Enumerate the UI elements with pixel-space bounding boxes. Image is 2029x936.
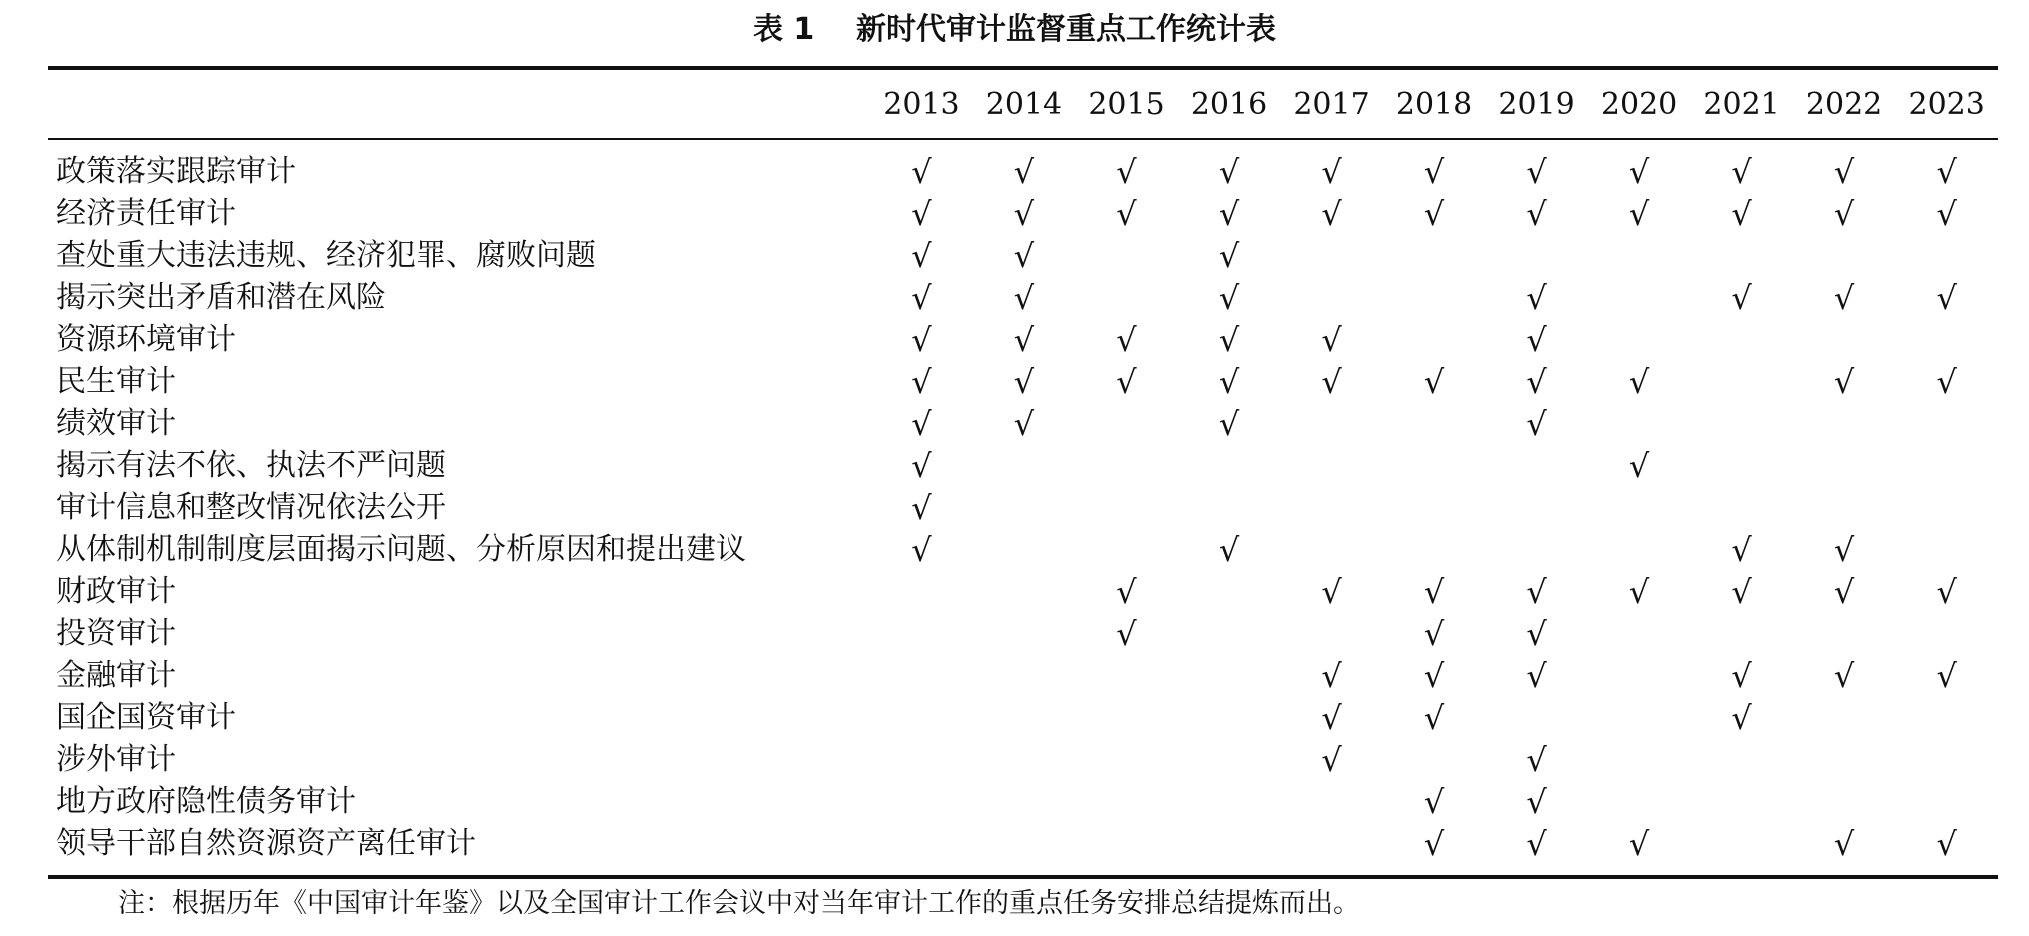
check-mark: √ <box>1423 783 1445 821</box>
check-mark: √ <box>1526 321 1547 359</box>
check-mark: √ <box>911 321 932 359</box>
empty-cell <box>870 655 973 697</box>
check-mark: √ <box>1526 783 1547 821</box>
check-mark: √ <box>1936 573 1957 611</box>
empty-cell <box>973 445 1076 487</box>
empty-cell <box>1690 739 1793 781</box>
table-row <box>48 139 1998 193</box>
check-mark: √ <box>1526 573 1547 611</box>
check-mark: √ <box>1321 153 1342 191</box>
year-header-2017: 2017 <box>1280 68 1383 139</box>
check-mark: √ <box>1383 823 1486 877</box>
empty-cell <box>1383 739 1486 781</box>
empty-cell <box>1588 613 1691 655</box>
row-label: 揭示有法不依、执法不严问题 <box>56 448 446 483</box>
empty-cell <box>1690 361 1793 403</box>
check-mark: √ <box>1116 321 1137 359</box>
empty-cell <box>870 571 973 613</box>
empty-cell <box>1588 739 1691 781</box>
empty-cell <box>1485 445 1588 487</box>
empty-cell <box>1280 487 1383 529</box>
empty-cell <box>1383 277 1486 319</box>
empty-cell <box>1075 487 1178 529</box>
year-header-2015: 2015 <box>1075 68 1178 139</box>
check-mark: √ <box>1013 363 1035 401</box>
header-label-corner <box>48 68 870 139</box>
check-mark: √ <box>1833 573 1855 611</box>
check-mark: √ <box>1485 823 1588 877</box>
table-row <box>48 403 1998 445</box>
empty-cell <box>1280 529 1383 571</box>
empty-cell <box>1178 613 1281 655</box>
empty-cell <box>1895 445 1998 487</box>
check-mark: √ <box>1321 699 1342 737</box>
empty-cell <box>973 613 1076 655</box>
year-header-2016: 2016 <box>1178 68 1281 139</box>
empty-cell <box>1588 697 1691 739</box>
check-mark: √ <box>1833 363 1855 401</box>
empty-cell <box>973 487 1076 529</box>
empty-cell <box>1075 655 1178 697</box>
empty-cell <box>1178 445 1281 487</box>
row-label: 审计信息和整改情况依法公开 <box>56 490 446 525</box>
row-label: 投资审计 <box>56 616 176 651</box>
row-label: 涉外审计 <box>56 742 176 777</box>
empty-cell <box>1793 739 1896 781</box>
check-mark: √ <box>1895 823 1998 877</box>
check-mark: √ <box>1731 153 1752 191</box>
empty-cell <box>1178 739 1281 781</box>
row-label: 财政审计 <box>56 574 176 609</box>
check-mark: √ <box>1526 615 1547 653</box>
row-label: 国企国资审计 <box>56 700 236 735</box>
empty-cell <box>1280 781 1383 823</box>
year-header-2013: 2013 <box>870 68 973 139</box>
empty-cell <box>1075 823 1178 877</box>
check-mark: √ <box>911 279 932 317</box>
empty-cell <box>973 529 1076 571</box>
empty-cell <box>1075 739 1178 781</box>
table-row <box>48 193 1998 235</box>
empty-cell <box>1690 445 1793 487</box>
empty-cell <box>1793 403 1896 445</box>
check-mark: √ <box>1731 573 1752 611</box>
empty-cell <box>1793 487 1896 529</box>
empty-cell <box>1075 403 1178 445</box>
check-mark: √ <box>911 237 932 275</box>
table-row <box>48 445 1998 487</box>
table-row <box>48 739 1998 781</box>
table-row <box>48 529 1998 571</box>
empty-cell <box>973 781 1076 823</box>
check-mark: √ <box>1321 741 1342 779</box>
audit-work-stats-table <box>48 66 1998 879</box>
table-caption: 表 1 新时代审计监督重点工作统计表 <box>752 12 1277 47</box>
row-label: 绩效审计 <box>56 406 176 441</box>
empty-cell <box>973 571 1076 613</box>
empty-cell <box>1793 319 1896 361</box>
year-header-2021: 2021 <box>1690 68 1793 139</box>
empty-cell <box>1690 823 1793 877</box>
check-mark: √ <box>911 195 932 233</box>
year-header-2023: 2023 <box>1895 68 1998 139</box>
check-mark: √ <box>911 447 932 485</box>
check-mark: √ <box>1526 741 1547 779</box>
check-mark: √ <box>1423 363 1445 401</box>
check-mark: √ <box>1321 657 1342 695</box>
empty-cell <box>1485 487 1588 529</box>
empty-cell <box>1895 781 1998 823</box>
check-mark: √ <box>1628 573 1650 611</box>
check-mark: √ <box>1526 363 1547 401</box>
empty-cell <box>1793 445 1896 487</box>
table-row <box>48 571 1998 613</box>
empty-cell <box>1075 781 1178 823</box>
empty-cell <box>1485 529 1588 571</box>
check-mark: √ <box>1218 363 1240 401</box>
check-mark: √ <box>1526 153 1547 191</box>
empty-cell <box>1690 487 1793 529</box>
empty-cell <box>1383 403 1486 445</box>
check-mark: √ <box>1731 531 1752 569</box>
year-header-2019: 2019 <box>1485 68 1588 139</box>
empty-cell <box>1280 445 1383 487</box>
empty-cell <box>1690 781 1793 823</box>
table-row <box>48 361 1998 403</box>
check-mark: √ <box>1423 615 1445 653</box>
check-mark: √ <box>1423 657 1445 695</box>
check-mark: √ <box>1013 279 1035 317</box>
empty-cell <box>1895 235 1998 277</box>
check-mark: √ <box>1321 195 1342 233</box>
check-mark: √ <box>1218 153 1240 191</box>
check-mark: √ <box>1526 657 1547 695</box>
table-row <box>48 613 1998 655</box>
empty-cell <box>1588 655 1691 697</box>
empty-cell <box>1280 613 1383 655</box>
empty-cell <box>1280 235 1383 277</box>
row-label: 领导干部自然资源资产离任审计 <box>48 823 870 877</box>
check-mark: √ <box>1013 405 1035 443</box>
empty-cell <box>1895 319 1998 361</box>
table-row <box>48 823 1998 877</box>
check-mark: √ <box>1628 447 1650 485</box>
empty-cell <box>1075 235 1178 277</box>
empty-cell <box>870 739 973 781</box>
empty-cell <box>1588 277 1691 319</box>
empty-cell <box>1178 823 1281 877</box>
row-label: 地方政府隐性债务审计 <box>56 784 356 819</box>
empty-cell <box>1383 445 1486 487</box>
check-mark: √ <box>1833 531 1855 569</box>
year-header-2022: 2022 <box>1793 68 1896 139</box>
check-mark: √ <box>1321 321 1342 359</box>
check-mark: √ <box>1936 195 1957 233</box>
row-label: 金融审计 <box>56 658 176 693</box>
table-row <box>48 277 1998 319</box>
check-mark: √ <box>1936 153 1957 191</box>
check-mark: √ <box>1936 279 1957 317</box>
table-footnote: 注：根据历年《中国审计年鉴》以及全国审计工作会议中对当年审计工作的重点任务安排总结提炼而出。 <box>118 888 1360 919</box>
check-mark: √ <box>1321 363 1342 401</box>
empty-cell <box>973 823 1076 877</box>
empty-cell <box>1588 487 1691 529</box>
table-row <box>48 319 1998 361</box>
empty-cell <box>1895 697 1998 739</box>
row-label: 经济责任审计 <box>56 196 236 231</box>
empty-cell <box>1793 781 1896 823</box>
empty-cell <box>1895 529 1998 571</box>
check-mark: √ <box>1218 195 1240 233</box>
empty-cell <box>1895 487 1998 529</box>
empty-cell <box>1690 403 1793 445</box>
empty-cell <box>1178 655 1281 697</box>
check-mark: √ <box>1013 195 1035 233</box>
check-mark: √ <box>1321 573 1342 611</box>
row-label: 民生审计 <box>56 364 176 399</box>
check-mark: √ <box>1731 657 1752 695</box>
check-mark: √ <box>1423 573 1445 611</box>
empty-cell <box>973 655 1076 697</box>
check-mark: √ <box>911 405 932 443</box>
check-mark: √ <box>1423 699 1445 737</box>
empty-cell <box>973 739 1076 781</box>
check-mark: √ <box>1588 823 1691 877</box>
table-row <box>48 781 1998 823</box>
empty-cell <box>1588 235 1691 277</box>
check-mark: √ <box>1423 195 1445 233</box>
check-mark: √ <box>1013 153 1035 191</box>
check-mark: √ <box>1936 363 1957 401</box>
empty-cell <box>1895 613 1998 655</box>
check-mark: √ <box>1116 573 1137 611</box>
check-mark: √ <box>1526 405 1547 443</box>
check-mark: √ <box>1218 405 1240 443</box>
empty-cell <box>1793 613 1896 655</box>
empty-cell <box>1690 319 1793 361</box>
check-mark: √ <box>911 531 932 569</box>
empty-cell <box>1485 235 1588 277</box>
year-header-2018: 2018 <box>1383 68 1486 139</box>
empty-cell <box>1383 487 1486 529</box>
empty-cell <box>1178 571 1281 613</box>
empty-cell <box>1280 823 1383 877</box>
check-mark: √ <box>1936 657 1957 695</box>
empty-cell <box>1895 739 1998 781</box>
check-mark: √ <box>1013 237 1035 275</box>
empty-cell <box>1793 235 1896 277</box>
check-mark: √ <box>1731 195 1752 233</box>
empty-cell <box>870 697 973 739</box>
check-mark: √ <box>1793 823 1896 877</box>
empty-cell <box>1280 403 1383 445</box>
check-mark: √ <box>911 363 932 401</box>
empty-cell <box>1793 697 1896 739</box>
check-mark: √ <box>911 153 932 191</box>
table-row <box>48 655 1998 697</box>
check-mark: √ <box>1218 531 1240 569</box>
empty-cell <box>1178 697 1281 739</box>
check-mark: √ <box>1013 321 1035 359</box>
empty-cell <box>1588 529 1691 571</box>
check-mark: √ <box>1116 615 1137 653</box>
empty-cell <box>1690 235 1793 277</box>
empty-cell <box>1690 613 1793 655</box>
empty-cell <box>1485 697 1588 739</box>
empty-cell <box>973 697 1076 739</box>
empty-cell <box>1383 235 1486 277</box>
check-mark: √ <box>1833 279 1855 317</box>
table-header-row <box>48 68 1998 139</box>
empty-cell <box>1075 277 1178 319</box>
empty-cell <box>870 613 973 655</box>
row-label: 查处重大违法违规、经济犯罪、腐败问题 <box>56 238 596 273</box>
row-label: 揭示突出矛盾和潜在风险 <box>56 280 386 315</box>
empty-cell <box>1895 403 1998 445</box>
year-header-2020: 2020 <box>1588 68 1691 139</box>
check-mark: √ <box>1218 321 1240 359</box>
check-mark: √ <box>1833 153 1855 191</box>
check-mark: √ <box>911 489 932 527</box>
check-mark: √ <box>1833 657 1855 695</box>
check-mark: √ <box>1423 153 1445 191</box>
row-label: 从体制机制制度层面揭示问题、分析原因和提出建议 <box>56 532 746 567</box>
check-mark: √ <box>1731 279 1752 317</box>
empty-cell <box>1383 319 1486 361</box>
check-mark: √ <box>1628 195 1650 233</box>
empty-cell <box>1280 277 1383 319</box>
year-header-2014: 2014 <box>973 68 1076 139</box>
table-row <box>48 235 1998 277</box>
table-row <box>48 697 1998 739</box>
check-mark: √ <box>1116 195 1137 233</box>
table-body <box>48 139 1998 877</box>
empty-cell <box>1075 445 1178 487</box>
table-row <box>48 487 1998 529</box>
empty-cell <box>1075 697 1178 739</box>
check-mark: √ <box>1218 279 1240 317</box>
check-mark: √ <box>1628 363 1650 401</box>
row-label: 资源环境审计 <box>56 322 236 357</box>
empty-cell <box>1588 403 1691 445</box>
check-mark: √ <box>1116 153 1137 191</box>
empty-cell <box>870 823 973 877</box>
check-mark: √ <box>1116 363 1137 401</box>
check-mark: √ <box>1526 195 1547 233</box>
check-mark: √ <box>1526 279 1547 317</box>
check-mark: √ <box>1218 237 1240 275</box>
empty-cell <box>1178 781 1281 823</box>
check-mark: √ <box>1628 153 1650 191</box>
empty-cell <box>1588 781 1691 823</box>
row-label: 政策落实跟踪审计 <box>56 154 296 189</box>
empty-cell <box>1588 319 1691 361</box>
check-mark: √ <box>1833 195 1855 233</box>
check-mark: √ <box>1731 699 1752 737</box>
empty-cell <box>1178 487 1281 529</box>
empty-cell <box>1383 529 1486 571</box>
empty-cell <box>1075 529 1178 571</box>
empty-cell <box>870 781 973 823</box>
